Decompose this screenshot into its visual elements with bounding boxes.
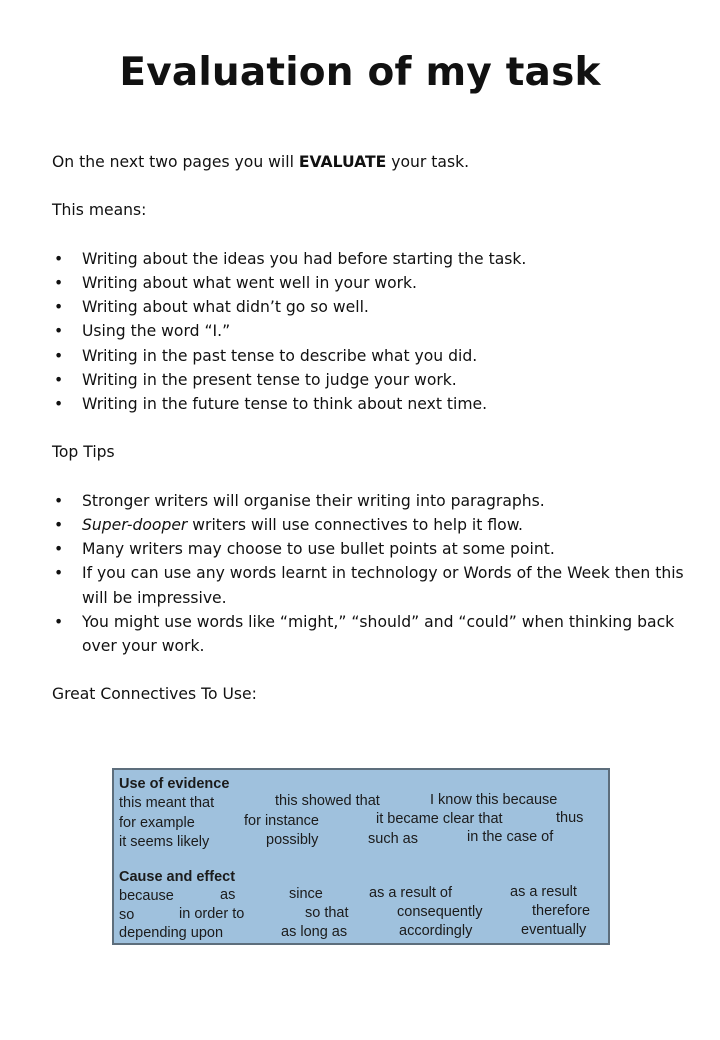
list-item: • Writing in the past tense to describe what you did. <box>52 344 692 368</box>
list-item: • You might use words like “might,” “should” and “could” when thinking back over your work. <box>52 610 692 658</box>
connective-word: depending upon <box>119 925 224 941</box>
list-item: • Writing about what went well in your work. <box>52 271 692 295</box>
document-body <box>52 150 692 707</box>
intro-text-post: your task. <box>386 153 470 171</box>
list-item: • Writing about what didn’t go so well. <box>52 295 692 319</box>
connective-word: so <box>119 907 135 923</box>
connective-word: possibly <box>266 832 319 848</box>
connective-word: in order to <box>179 906 245 922</box>
connective-word: as a result of <box>369 885 453 901</box>
connective-word: therefore <box>532 903 591 919</box>
connective-word: thus <box>556 810 584 826</box>
list-item: • Writing in the present tense to judge your work. <box>52 368 692 392</box>
connective-word: in the case of <box>467 829 554 845</box>
connective-word: eventually <box>521 922 587 938</box>
connective-word: accordingly <box>399 923 473 939</box>
tips-label: Top Tips <box>52 443 115 462</box>
connective-word: so that <box>305 905 349 921</box>
connective-word: this showed that <box>275 793 380 809</box>
evidence-heading: Use of evidence <box>119 776 230 792</box>
connective-word: since <box>289 886 323 902</box>
connective-word: because <box>119 888 174 904</box>
connective-word: as a result <box>510 884 577 900</box>
tip-text: writers will use connectives to help it flow. <box>187 515 523 534</box>
connectives-panel <box>112 768 610 945</box>
connective-word: it seems likely <box>119 834 210 850</box>
means-list <box>52 247 692 416</box>
connective-word: I know this because <box>430 792 558 808</box>
connective-word: for example <box>119 815 195 831</box>
connective-word: consequently <box>397 904 483 920</box>
intro-text-pre: On the next two pages you will <box>52 153 299 171</box>
page-title: Evaluation of my task <box>119 50 601 95</box>
connective-word: such as <box>368 831 418 847</box>
tips-list <box>52 489 692 658</box>
connective-word: for instance <box>244 813 319 829</box>
connective-word: as long as <box>281 924 348 940</box>
connective-word: this meant that <box>119 795 215 811</box>
connective-word: as <box>220 887 236 903</box>
cause-heading: Cause and effect <box>119 869 236 885</box>
tip-italic-text: Super-dooper <box>82 515 188 534</box>
list-item: • If you can use any words learnt in technology or Words of the Week then this will be impressive. <box>52 561 692 609</box>
list-item: • Writing in the future tense to think about next time. <box>52 392 692 416</box>
connectives-label: Great Connectives To Use: <box>52 685 257 704</box>
list-item: • Many writers may choose to use bullet points at some point. <box>52 537 692 561</box>
list-item <box>52 513 692 537</box>
list-item: • Using the word “I.” <box>52 319 692 343</box>
means-label: This means: <box>52 201 147 220</box>
list-item: • Stronger writers will organise their writing into paragraphs. <box>52 489 692 513</box>
connective-word: it became clear that <box>376 811 503 827</box>
intro-paragraph <box>52 150 692 174</box>
intro-emphasis: EVALUATE <box>298 153 387 171</box>
list-item: • Writing about the ideas you had before starting the task. <box>52 247 692 271</box>
